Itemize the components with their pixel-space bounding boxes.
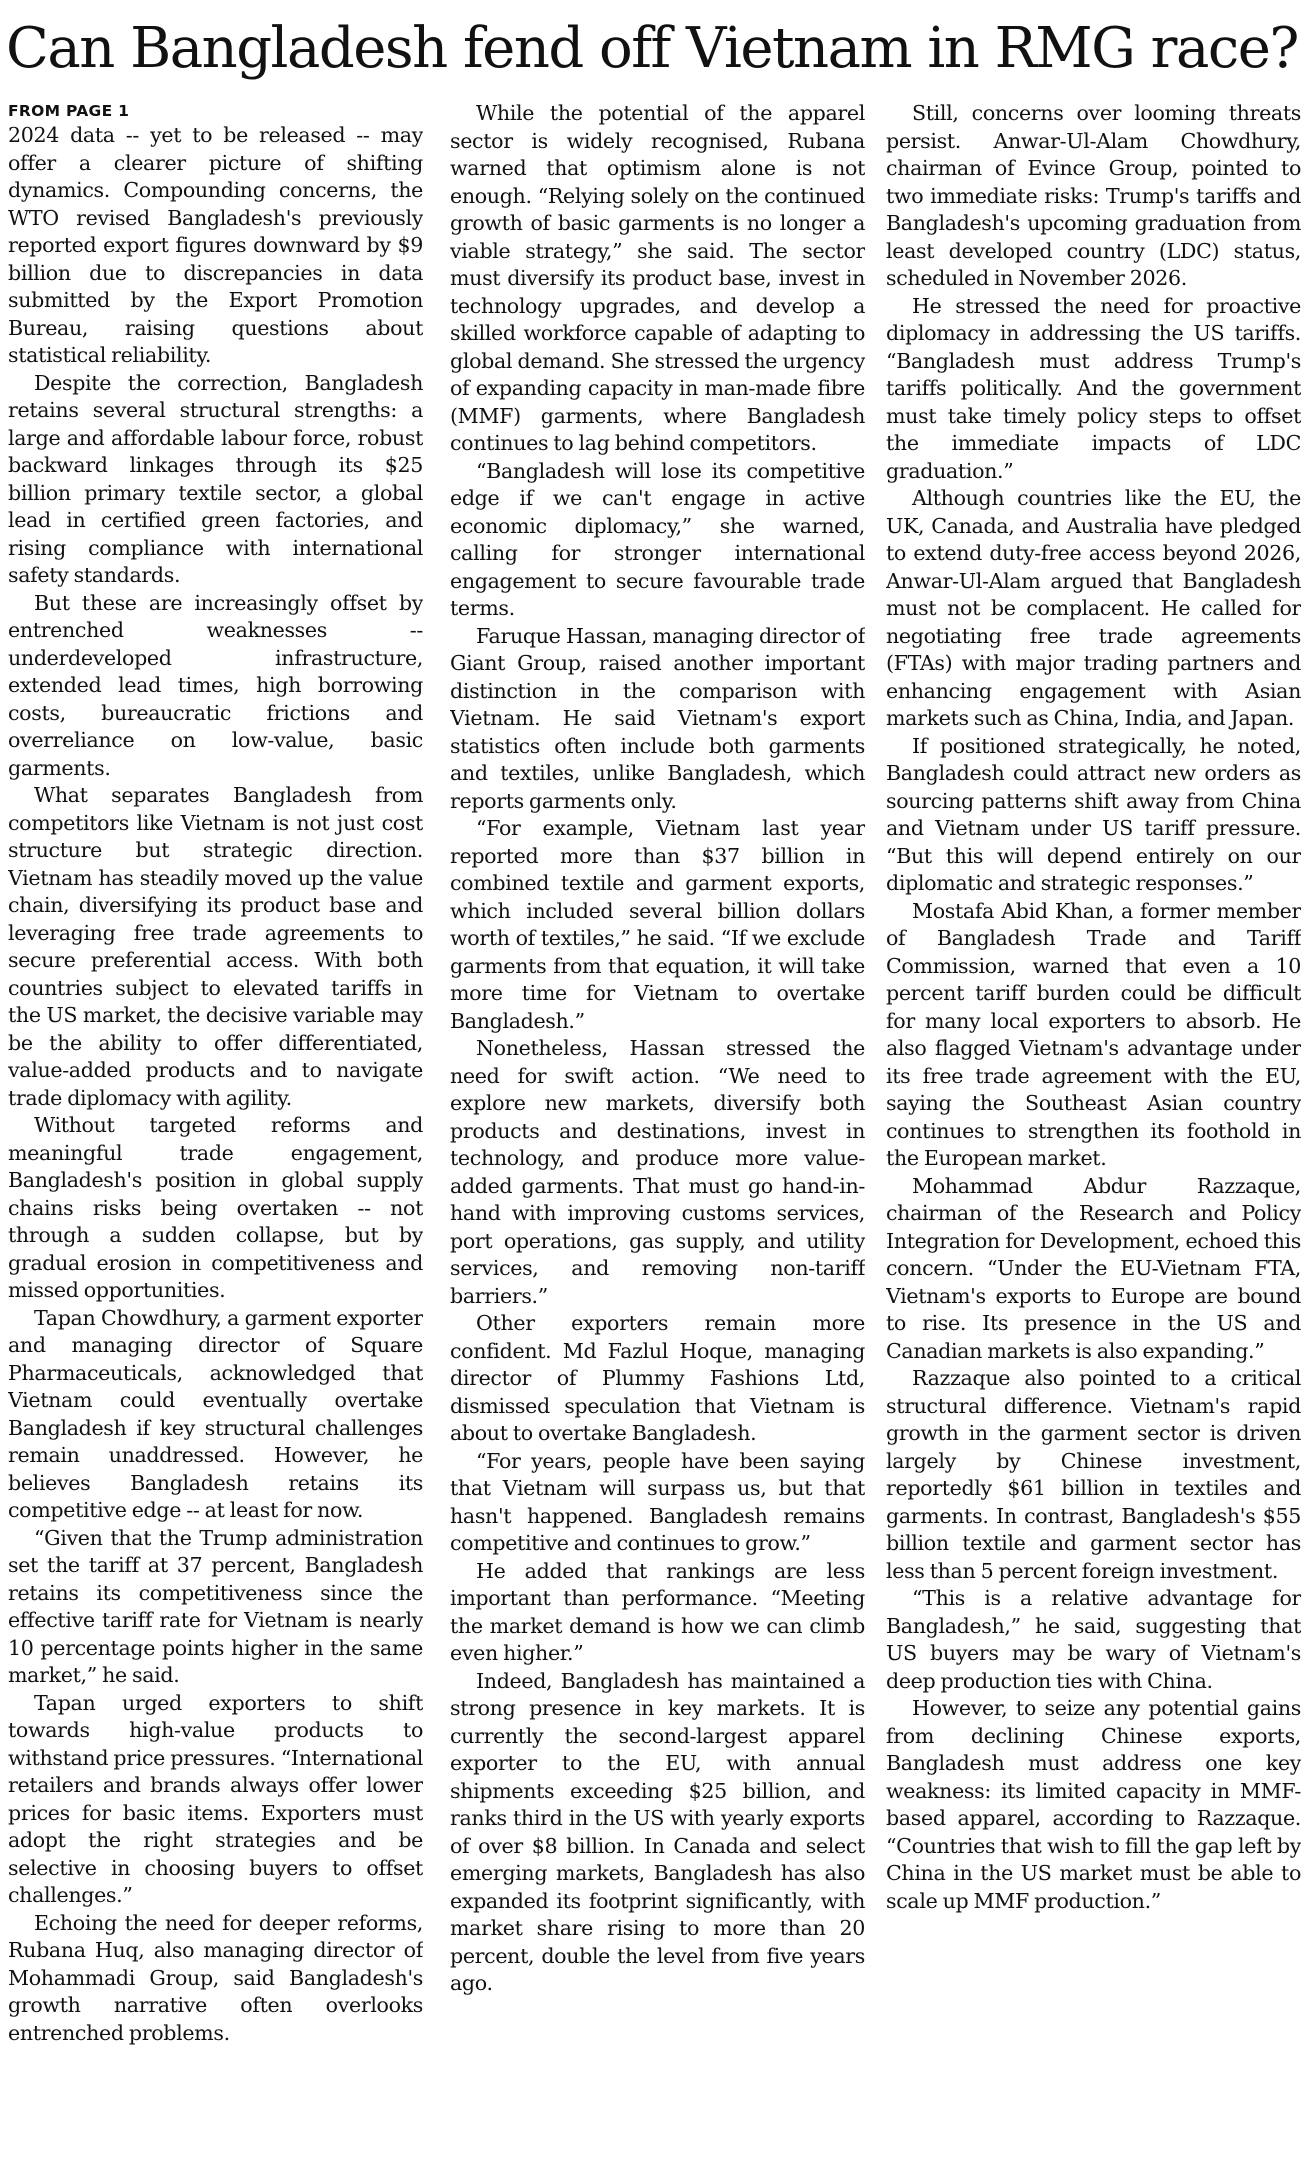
paragraph: However, to seize any potential gains from declining Chinese exports, Bangladesh must address one key weakness: its limited capacity in MMF-based apparel, according to Razzaque. “Countries that wish to fill the gap left by China in the US market must be able to scale up MMF production.” [886, 1696, 1301, 1913]
article-column-3 [886, 100, 1301, 2165]
article-column-1 [8, 100, 423, 2165]
paragraph: Razzaque also pointed to a critical structural difference. Vietnam's rapid growth in the garment sector is driven largely by Chinese investment, reportedly $61 billion in textiles and garments. In contrast, Bangladesh's $55 billion textile and garment sector has less than 5 percent foreign investment. [886, 1366, 1301, 1583]
from-page-kicker: FROM PAGE 1 [8, 102, 130, 120]
paragraph: He added that rankings are less important than performance. “Meeting the market demand is how we can climb even higher.” [450, 1558, 865, 1665]
paragraph: Mohammad Abdur Razzaque, chairman of the Research and Policy Integration for Development, echoed this concern. “Under the EU-Vietnam FTA, Vietnam's exports to Europe are bound to rise. Its presence in the US and Canadian markets is also expanding.” [886, 1173, 1301, 1363]
paragraph: Indeed, Bangladesh has maintained a strong presence in key markets. It is currently the second-largest apparel exporter to the EU, with annual shipments exceeding $25 billion, and ranks third in the US with yearly exports of over $8 billion. In Canada and select emerging markets, Bangladesh has also expanded its footprint significantly, with market share rising to more than 20 percent, double the level from five years ago. [450, 1668, 865, 1995]
paragraph: While the potential of the apparel sector is widely recognised, Rubana warned that optimism alone is not enough. “Relying solely on the continued growth of basic garments is no longer a viable strategy,” she said. The sector must diversify its product base, invest in technology upgrades, and develop a skilled workforce capable of adapting to global demand. She stressed the urgency of expanding capacity in man-made fibre (MMF) garments, where Bangladesh continues to lag behind competitors. [450, 101, 865, 455]
paragraph: But these are increasingly offset by entrenched weaknesses -- underdeveloped infrastructure, extended lead times, high borrowing costs, bureaucratic frictions and overreliance on low-value, basic garments. [8, 590, 423, 780]
paragraph: Still, concerns over looming threats persist. Anwar-Ul-Alam Chowdhury, chairman of Evince Group, pointed to two immediate risks: Trump's tariffs and Bangladesh's upcoming graduation from least developed country (LDC) status, scheduled in November 2026. [886, 101, 1301, 290]
article-column-2 [450, 100, 865, 2165]
paragraph: Tapan Chowdhury, a garment exporter and managing director of Square Pharmaceuticals, acknowledged that Vietnam could eventually overtake Bangladesh if key structural challenges remain unaddressed. However, he believes Bangladesh retains its competitive edge -- at least for now. [8, 1305, 423, 1522]
paragraph: Mostafa Abid Khan, a former member of Bangladesh Trade and Tariff Commission, warned that even a 10 percent tariff burden could be difficult for many local exporters to absorb. He also flagged Vietnam's advantage under its free trade agreement with the EU, saying the Southeast Asian country continues to strengthen its foothold in the European market. [886, 898, 1301, 1170]
paragraph: Despite the correction, Bangladesh retains several structural strengths: a large and affordable labour force, robust backward linkages through its $25 billion primary textile sector, a global lead in certified green factories, and rising compliance with international safety standards. [8, 370, 423, 587]
paragraph: What separates Bangladesh from competitors like Vietnam is not just cost structure but strategic direction. Vietnam has steadily moved up the value chain, diversifying its product base and leveraging free trade agreements to secure preferential access. With both countries subject to elevated tariffs in the US market, the decisive variable may be the ability to offer differentiated, value-added products and to navigate trade diplomacy with agility. [8, 783, 423, 1110]
paragraph: Although countries like the EU, the UK, Canada, and Australia have pledged to extend duty-free access beyond 2026, Anwar-Ul-Alam argued that Bangladesh must not be complacent. He called for negotiating free trade agreements (FTAs) with major trading partners and enhancing engagement with Asian markets such as China, India, and Japan. [886, 486, 1301, 730]
paragraph: “For example, Vietnam last year reported more than $37 billion in combined textile and garment exports, which included several billion dollars worth of textiles,” he said. “If we exclude garments from that equation, it will take more time for Vietnam to overtake Bangladesh.” [450, 816, 865, 1033]
article-headline: Can Bangladesh fend off Vietnam in RMG race? [6, 16, 1298, 81]
paragraph: “This is a relative advantage for Bangladesh,” he said, suggesting that US buyers may be wary of Vietnam's deep production ties with China. [886, 1586, 1301, 1693]
paragraph: “Given that the Trump administration set the tariff at 37 percent, Bangladesh retains its competitiveness since the effective tariff rate for Vietnam is nearly 10 percentage points higher in the same market,” he said. [8, 1525, 423, 1687]
paragraph: Without targeted reforms and meaningful trade engagement, Bangladesh's position in global supply chains risks being overtaken -- not through a sudden collapse, but by gradual erosion in competitiveness and missed opportunities. [8, 1113, 423, 1302]
paragraph: He stressed the need for proactive diplomacy in addressing the US tariffs. “Bangladesh must address Trump's tariffs politically. And the government must take timely policy steps to offset the immediate impacts of LDC graduation.” [886, 293, 1301, 483]
paragraph: Faruque Hassan, managing director of Giant Group, raised another important distinction in the comparison with Vietnam. He said Vietnam's export statistics often include both garments and textiles, unlike Bangladesh, which reports garments only. [450, 623, 865, 813]
paragraph: Other exporters remain more confident. Md Fazlul Hoque, managing director of Plummy Fashions Ltd, dismissed speculation that Vietnam is about to overtake Bangladesh. [450, 1311, 865, 1445]
paragraph: “For years, people have been saying that Vietnam will surpass us, but that hasn't happened. Bangladesh remains competitive and continues to grow.” [450, 1448, 865, 1555]
paragraph: If positioned strategically, he noted, Bangladesh could attract new orders as sourcing patterns shift away from China and Vietnam under US tariff pressure. “But this will depend entirely on our diplomatic and strategic responses.” [886, 733, 1301, 895]
paragraph: “Bangladesh will lose its competitive edge if we can't engage in active economic diplomacy,” she warned, calling for stronger international engagement to secure favourable trade terms. [450, 458, 865, 620]
paragraph: Tapan urged exporters to shift towards high-value products to withstand price pressures. “International retailers and brands always offer lower prices for basic items. Exporters must adopt the right strategies and be selective in choosing buyers to offset challenges.” [8, 1690, 423, 1907]
paragraph: Nonetheless, Hassan stressed the need for swift action. “We need to explore new markets, diversify both products and destinations, invest in technology, and produce more value-added garments. That must go hand-in-hand with improving customs services, port operations, gas supply, and utility services, and removing non-tariff barriers.” [450, 1036, 865, 1308]
paragraph: 2024 data -- yet to be released -- may offer a clearer picture of shifting dynamics. Compounding concerns, the WTO revised Bangladesh's previously reported export figures downward by $9 billion due to discrepancies in data submitted by the Export Promotion Bureau, raising questions about statistical reliability. [8, 123, 423, 367]
paragraph: Echoing the need for deeper reforms, Rubana Huq, also managing director of Mohammadi Group, said Bangladesh's growth narrative often overlooks entrenched problems. [8, 1910, 423, 2045]
